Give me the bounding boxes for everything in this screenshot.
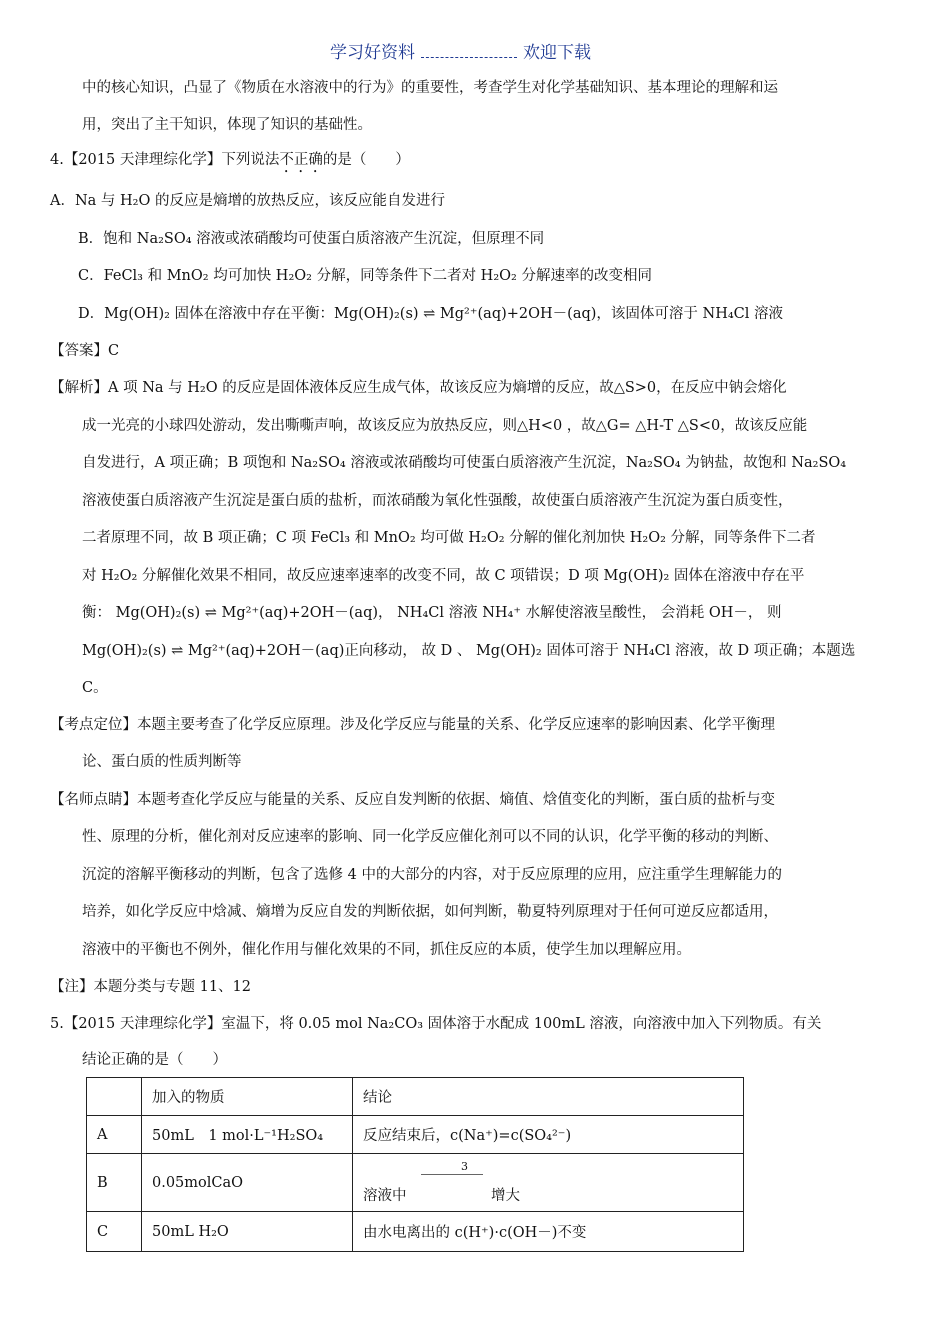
q4-option-d: D．Mg(OH)₂ 固体在溶液中存在平衡：Mg(OH)₂(s) ⇌ Mg²⁺(aq)+2OH－(aq)，该固体可溶于 NH₄Cl 溶液 <box>78 306 784 322</box>
q4-stem-emphasis: 不正确 <box>279 152 323 168</box>
fraction-numerator: 3 <box>461 1159 468 1173</box>
analysis-line: 成一光亮的小球四处游动，发出嘶嘶声响，故该反应为放热反应，则△H<0 ，故△G= △H-T △S<0，故该反应能 <box>82 418 808 434</box>
row-conclusion: 由水电离出的 c(H⁺)·c(OH－)不变 <box>353 1212 744 1252</box>
conclusion-suffix: 增大 <box>491 1187 520 1204</box>
mingshi-line: 沉淀的溶解平衡移动的判断，包含了选修 4 中的大部分的内容，对于反应原理的应用，应注重学生理解能力的 <box>82 867 782 883</box>
q4-stem <box>50 150 410 176</box>
q4-option-c: C．FeCl₃ 和 MnO₂ 均可加快 H₂O₂ 分解，同等条件下二者对 H₂O₂ 分解速率的改变相同 <box>78 268 652 284</box>
analysis-line: 二者原理不同，故 B 项正确；C 项 FeCl₃ 和 MnO₂ 均可做 H₂O₂ 分解的催化剂加快 H₂O₂ 分解，同等条件下二者 <box>82 530 816 546</box>
mingshi-line: 培养，如化学反应中焓减、熵增为反应自发的判断依据，如何判断，勒夏特列原理对于任何可逆反应都适用， <box>82 904 778 920</box>
analysis-line: 【解析】A 项 Na 与 H₂O 的反应是固体液体反应生成气体，故该反应为熵增的反应，故△S>0，在反应中钠会熔化 <box>50 380 787 396</box>
row-label: B <box>87 1154 142 1212</box>
row-conclusion: 反应结束后，c(Na⁺)=c(SO₄²⁻) <box>353 1116 744 1154</box>
header-divider <box>421 45 517 58</box>
q5-table <box>86 1077 744 1252</box>
header-left: 学习好资料 <box>330 43 415 63</box>
row-label: A <box>87 1116 142 1154</box>
table-header-cell: 加入的物质 <box>142 1078 353 1116</box>
table-row <box>87 1116 744 1154</box>
kaodian-line: 论、蛋白质的性质判断等 <box>82 754 242 770</box>
analysis-line: 对 H₂O₂ 分解催化效果不相同，故反应速率速率的改变不同，故 C 项错误；D 项 Mg(OH)₂ 固体在溶液中存在平 <box>82 568 805 584</box>
intro-line: 中的核心知识，凸显了《物质在水溶液中的行为》的重要性，考查学生对化学基础知识、基本理论的理解和运 <box>82 80 778 96</box>
row-substance: 50mL 1 mol·L⁻¹H₂SO₄ <box>142 1116 353 1154</box>
row-conclusion <box>353 1154 744 1212</box>
mingshi-line: 性、原理的分析，催化剂对反应速率的影响、同一化学反应催化剂可以不同的认识，化学平衡的移动的判断、 <box>82 829 778 845</box>
q4-answer: 【答案】C <box>50 343 120 359</box>
q4-stem-a: 4.【2015 天津理综化学】下列说法 <box>50 152 280 168</box>
note: 【注】本题分类与专题 11、12 <box>50 979 252 995</box>
q5-stem: 结论正确的是（ ） <box>82 1052 227 1068</box>
table-header-cell: 结论 <box>353 1078 744 1116</box>
mingshi-line: 【名师点睛】本题考查化学反应与能量的关系、反应自发判断的依据、熵值、焓值变化的判断，蛋白质的盐析与变 <box>50 792 775 808</box>
analysis-line: 自发进行，A 项正确；B 项饱和 Na₂SO₄ 溶液或浓硝酸均可使蛋白质溶液产生沉淀，Na₂SO₄ 为钠盐，故饱和 Na₂SO₄ <box>82 455 847 471</box>
table-header-cell <box>87 1078 142 1116</box>
header-right: 欢迎下载 <box>523 43 591 63</box>
table-row <box>87 1212 744 1252</box>
mingshi-line: 溶液中的平衡也不例外，催化作用与催化效果的不同，抓住反应的本质，使学生加以理解应用。 <box>82 942 691 958</box>
row-substance: 50mL H₂O <box>142 1212 353 1252</box>
kaodian-line: 【考点定位】本题主要考查了化学反应原理。涉及化学反应与能量的关系、化学反应速率的影响因素、化学平衡理 <box>50 717 775 733</box>
analysis-line: 溶液使蛋白质溶液产生沉淀是蛋白质的盐析，而浓硝酸为氧化性强酸，故使蛋白质溶液产生沉淀为蛋白质变性， <box>82 493 793 509</box>
analysis-line: 衡： Mg(OH)₂(s) ⇌ Mg²⁺(aq)+2OH－(aq)， NH₄Cl 溶液 NH₄⁺ 水解使溶液呈酸性， 会消耗 OH－， 则 <box>82 605 782 621</box>
intro-line: 用，突出了主干知识，体现了知识的基础性。 <box>82 117 372 133</box>
row-substance: 0.05molCaO <box>142 1154 353 1212</box>
analysis-line: C。 <box>82 680 108 696</box>
fraction-bar <box>421 1174 483 1175</box>
table-header-row <box>87 1078 744 1116</box>
table-row <box>87 1154 744 1212</box>
conclusion-prefix: 溶液中 <box>363 1187 407 1204</box>
analysis-line: Mg(OH)₂(s) ⇌ Mg²⁺(aq)+2OH－(aq)正向移动， 故 D 、 Mg(OH)₂ 固体可溶于 NH₄Cl 溶液，故 D 项正确；本题选 <box>82 643 856 659</box>
page-header <box>330 38 591 63</box>
row-label: C <box>87 1212 142 1252</box>
q4-stem-b: 的是（ ） <box>322 152 410 168</box>
q4-option-b: B．饱和 Na₂SO₄ 溶液或浓硝酸均可使蛋白质溶液产生沉淀，但原理不同 <box>78 231 545 247</box>
q5-stem: 5.【2015 天津理综化学】室温下，将 0.05 mol Na₂CO₃ 固体溶于水配成 100mL 溶液，向溶液中加入下列物质。有关 <box>50 1016 822 1032</box>
q4-option-a: A．Na 与 H₂O 的反应是熵增的放热反应，该反应能自发进行 <box>50 193 445 209</box>
